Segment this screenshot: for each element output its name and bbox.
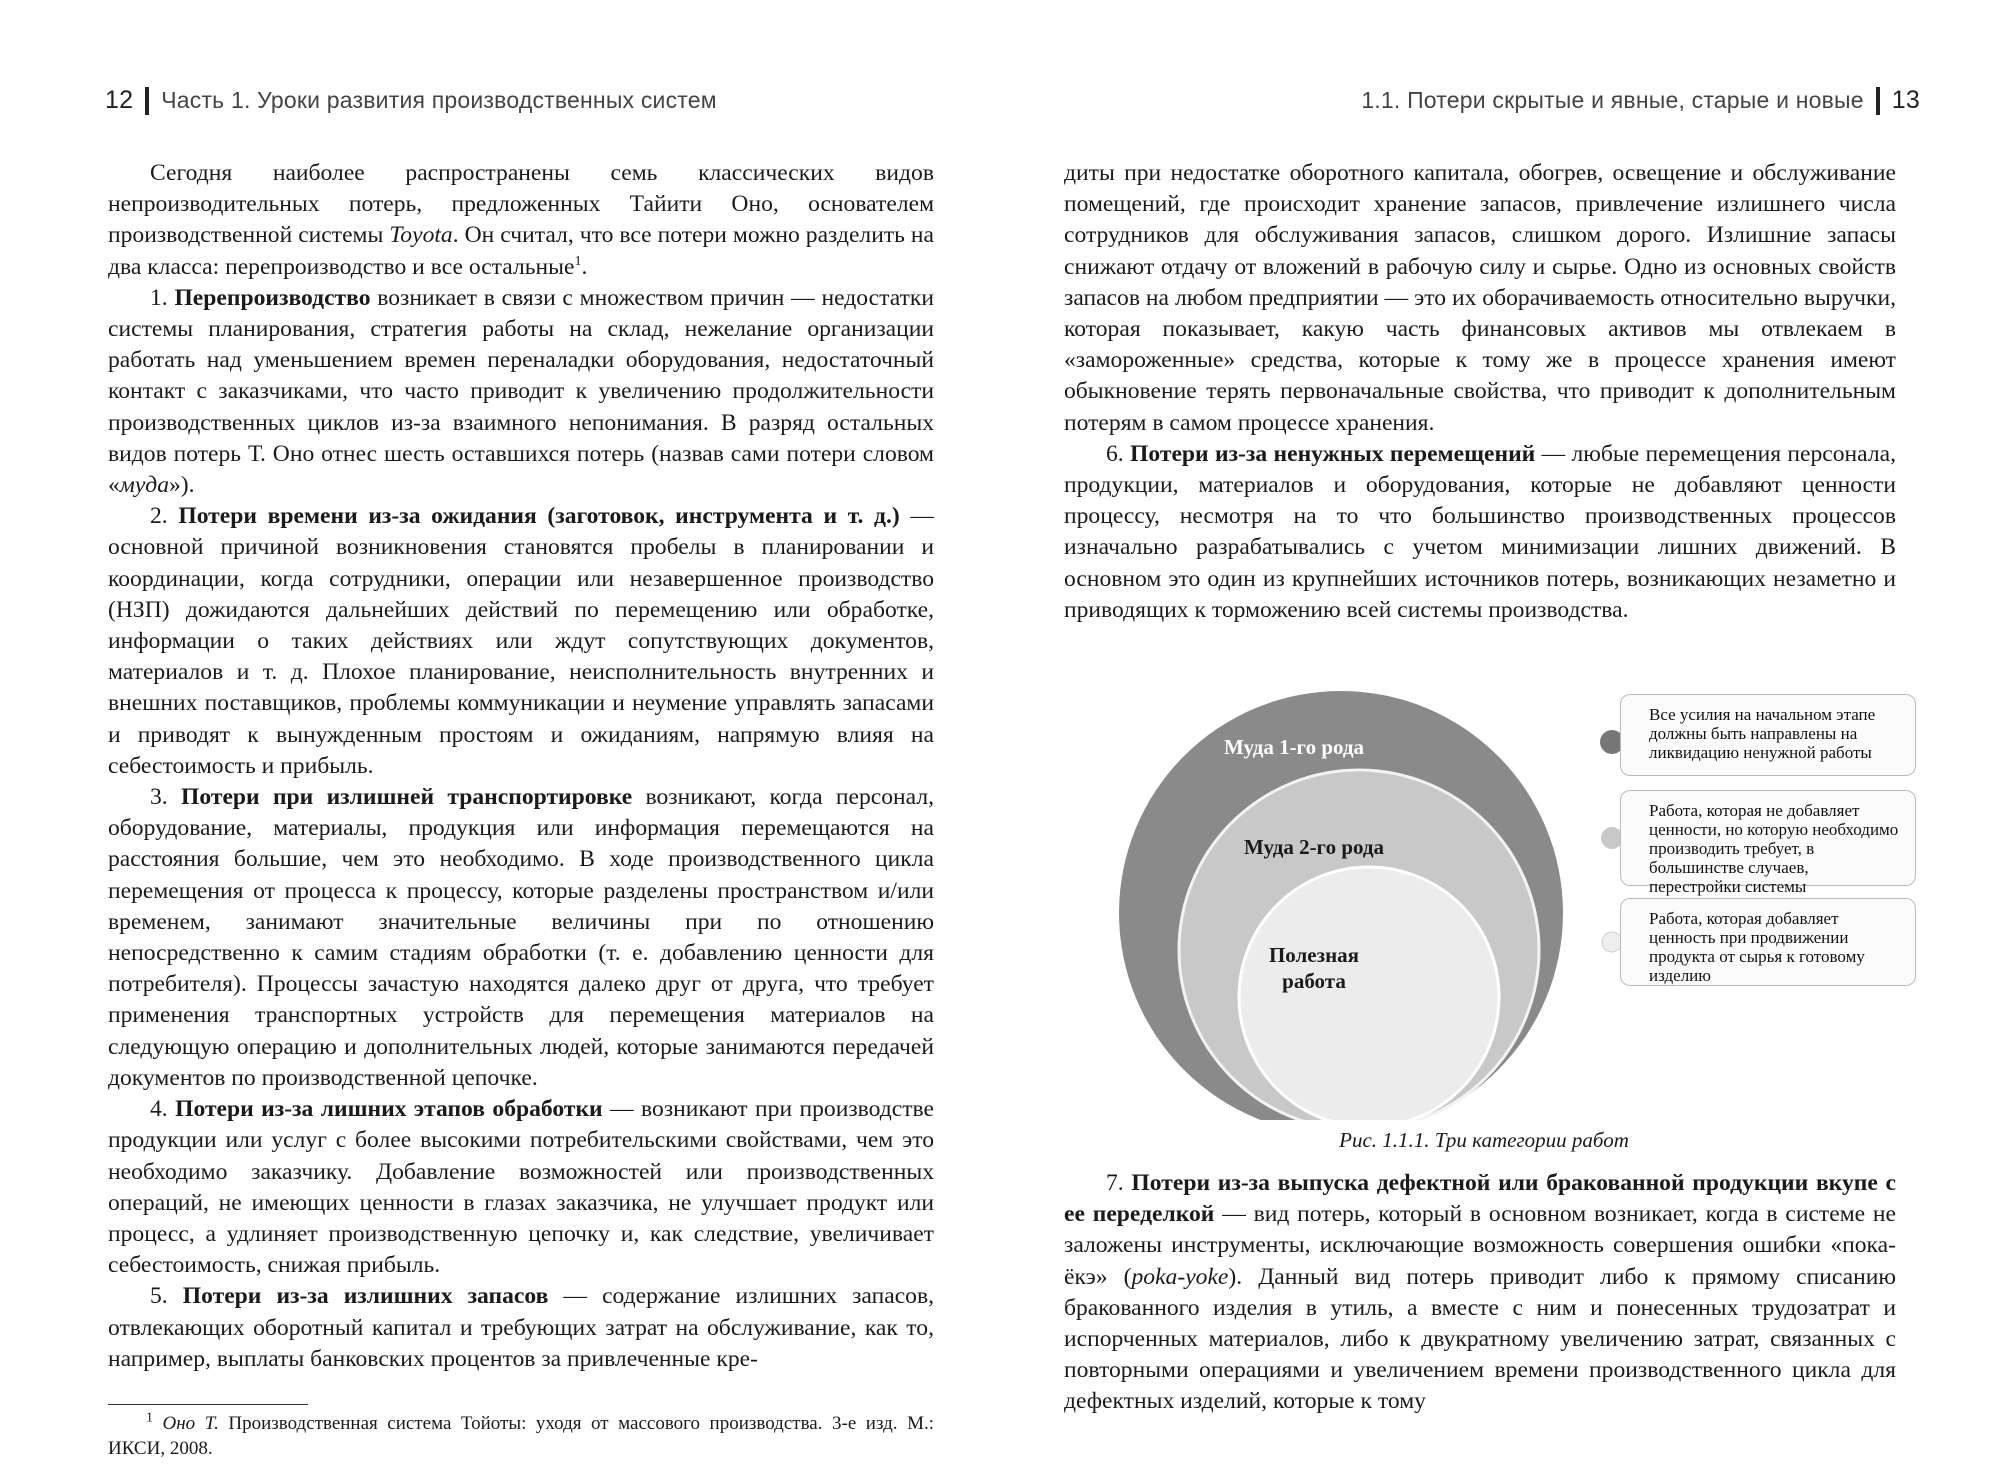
page-number-right: 13 (1891, 86, 1920, 114)
right-body-top (1064, 158, 1896, 626)
intro-paragraph: Сегодня наиболее распространены семь классических видов непроизводительных потерь, предложенных Тайити Оно, основателем производственной системы Toyota. Он считал, что все потери можно разделить на два класса: перепроизводство и все остальные$^1$. (108, 160, 934, 280)
right-body-bottom (1064, 1168, 1896, 1418)
page-number-left: 12 (105, 86, 134, 114)
label-muda-1: Муда 1-го рода (1223, 735, 1365, 759)
footnote-ref: 1 (574, 253, 582, 269)
left-running-head (105, 86, 717, 115)
figure-three-categories (1064, 680, 1924, 1150)
paragraph-6: 6. Потери из-за ненужных перемещений — любые перемещения персонала, продукции, материалов и оборудования, которые не добавляют ценности процессу, несмотря на то что большинство производственных процессов изначально разрабатывались с учетом минимизации лишних движений. В основном это один из крупнейших источников потерь, возникающих незаметно и приводящих к торможению всей системы производства. (1064, 440, 1897, 623)
right-running-head (1361, 86, 1920, 115)
header-divider (145, 87, 149, 115)
left-body-text (108, 158, 934, 1375)
paragraph-3: 3. Потери при излишней транспортировке возникают, когда персонал, оборудование, материалы, продукция или информация перемещаются на расстояния большие, чем это необходимо. В ходе производственного цикла перемещения от процесса к процессу, которые разделены пространством и/или временем, занимают значительные величины при по отношению непосредственно к самим стадиям обработки (т. е. добавлению ценности для потребителя). Процессы зачастую находятся далеко друг от друга, что требует применения транспортных устройств для перемещения материалов на следующую операцию и дополнительных людей, которые занимаются передачей документов по производственной цепочке. (108, 784, 934, 1091)
label-muda-2: Муда 2-го рода (1243, 835, 1385, 859)
callout-muda-1: Все усилия на начальном этапе должны быть направлены на ликвидацию ненужной работы (1620, 694, 1916, 776)
label-useful-work: Полезная работа (1268, 943, 1360, 993)
footnote: $^1$ Оно Т. Производственная система Тойоты: уходя от массового производства. 3-е изд. М.: ИКСИ, 2008. (108, 1410, 934, 1459)
paragraph-5: 5. Потери из-за излишних запасов — содержание излишних запасов, отвлекающих оборотный капитал и требующих затрат на обслуживание, как то, например, выплаты банковских процентов за привлеченные кре- (108, 1283, 934, 1372)
left-header-title: Часть 1. Уроки развития производственных систем (161, 87, 717, 113)
continuation-paragraph: диты при недостатке оборотного капитала, обогрев, освещение и обслуживание помещений, где происходит хранение запасов, привлечение излишнего числа сотрудников для обслуживания запасов, слишком дорого. Излишние запасы снижают отдачу от вложений в рабочую силу и сырье. Одно из основных свойств запасов на любом предприятии — это их оборачиваемость относительно выручки, которая показывает, какую часть финансовых активов мы отвлекаем в «замороженные» средства, которые к тому же в процессе хранения имеют обыкновение терять первоначальные свойства, что приводит к дополнительным потерям в самом процессе хранения. (1064, 160, 1896, 436)
callout-useful-work: Работа, которая добавляет ценность при продвижении продукта от сырья к готовому изделию (1620, 898, 1916, 986)
footnote-rule (108, 1404, 308, 1405)
paragraph-4: 4. Потери из-за лишних этапов обработки — возникают при производстве продукции или услуг с более высокими потребительскими свойствами, чем это необходимо заказчику. Добавление возможностей или производственных операций, не имеющих ценности в глазах заказчика, не улучшает продукт или процесс, а удлиняет производственную цепочку и, как следствие, увеличивает себестоимость, снижая прибыль. (108, 1096, 934, 1279)
paragraph-1: 1. Перепроизводство возникает в связи с множеством причин — недостатки системы планирования, стратегия работы на склад, нежелание организации работать над уменьшением времен переналадки оборудования, недостаточный контакт с заказчиками, что часто приводит к увеличению продолжительности производственных циклов из-за взаимного непонимания. В разряд остальных видов потерь Т. Оно отнес шесть оставшихся потерь (назвав сами потери словом «муда»). (108, 284, 934, 499)
header-divider (1876, 87, 1880, 115)
paragraph-2: 2. Потери времени из-за ожидания (заготовок, инструмента и т. д.) — основной причиной возникновения становятся пробелы в планировании и координации, когда сотрудники, операции или незавершенное производство (НЗП) дожидаются дальнейших действий по перемещению или обработке, информации о таких действиях или ждут сопутствующих документов, материалов и т. д. Плохое планирование, неисполнительность внутренних и внешних поставщиков, проблемы коммуникации и неумение управлять запасами и приводят к вынужденным простоям и ожиданиям, напрямую влияя на себестоимость и прибыль. (108, 503, 934, 779)
callout-muda-2: Работа, которая не добавляет ценности, но которую необходимо производить требует, в большинстве случаев, перестройки системы (1620, 790, 1916, 886)
paragraph-7: 7. Потери из-за выпуска дефектной или бракованной продукции вкупе с ее переделкой — вид потерь, который в основном возникает, когда в системе не заложены инструменты, исключающие возможность совершения ошибки «пока-ёкэ» (poka-yoke). Данный вид потерь приводит либо к прямому списанию бракованного изделия в утиль, а вместе с ним и понесенных трудозатрат и испорченных материалов, либо к двукратному увеличению затрат, связанных с повторными операциями и увеличением времени производственного цикла для дефектных изделий, которые к тому (1064, 1170, 1896, 1415)
right-header-title: 1.1. Потери скрытые и явные, старые и новые (1361, 87, 1864, 113)
marker-dot-3 (1602, 932, 1622, 952)
right-page (1000, 0, 2000, 1481)
figure-caption: Рис. 1.1.1. Три категории работ (1339, 1128, 1629, 1152)
